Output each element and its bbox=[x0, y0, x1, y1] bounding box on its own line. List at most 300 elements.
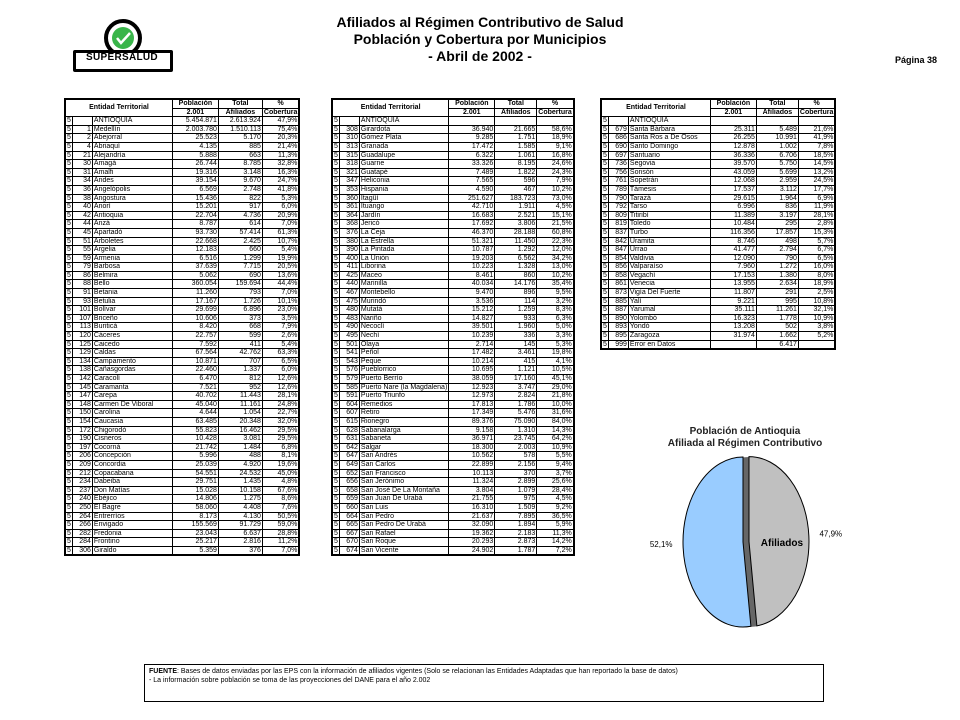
row-coverage: 3,3% bbox=[537, 332, 574, 341]
table-row bbox=[332, 289, 574, 298]
row-muni-code: 837 bbox=[608, 228, 628, 237]
row-affiliates: 599 bbox=[218, 332, 262, 341]
chart-subtitle: Afiliada al Régimen Contributivo bbox=[667, 438, 823, 449]
row-municipality: Yolombó bbox=[628, 314, 710, 323]
row-muni-code bbox=[608, 117, 628, 126]
row-population: 26.255 bbox=[710, 134, 756, 143]
row-affiliates: 836 bbox=[756, 203, 798, 212]
row-dept-code: 5 bbox=[334, 375, 338, 382]
row-dept-code: 5 bbox=[334, 417, 338, 425]
row-muni-code: 861 bbox=[608, 280, 628, 289]
table-row bbox=[332, 254, 574, 263]
row-population: 5.062 bbox=[172, 271, 218, 280]
row-coverage: 10,9% bbox=[537, 443, 574, 452]
row-muni-code: 585 bbox=[339, 383, 359, 392]
row-dept-code: 5 bbox=[67, 220, 71, 228]
row-dept-code: 5 bbox=[67, 160, 71, 168]
row-population bbox=[710, 340, 756, 349]
row-muni-code: 190 bbox=[72, 435, 92, 444]
row-municipality: Uramita bbox=[628, 237, 710, 246]
row-municipality: ANTIOQUIA bbox=[628, 117, 710, 126]
row-muni-code: 480 bbox=[339, 306, 359, 315]
row-coverage: 23,0% bbox=[262, 306, 299, 315]
row-muni-code: 670 bbox=[339, 538, 359, 547]
row-dept-code: 5 bbox=[603, 117, 607, 125]
row-muni-code: 576 bbox=[339, 366, 359, 375]
row-municipality: Sonsón bbox=[628, 168, 710, 177]
table-row bbox=[65, 289, 299, 298]
row-muni-code: 353 bbox=[339, 185, 359, 194]
row-municipality: Puerto Berrío bbox=[359, 375, 448, 384]
row-affiliates: 860 bbox=[495, 271, 537, 280]
row-affiliates: 6.417 bbox=[756, 340, 798, 349]
row-muni-code: 376 bbox=[339, 228, 359, 237]
row-coverage: 20,9% bbox=[262, 211, 299, 220]
header-pct: % bbox=[262, 99, 299, 108]
row-dept-code: 5 bbox=[67, 478, 71, 486]
row-affiliates: 1.054 bbox=[218, 409, 262, 418]
table-row bbox=[65, 134, 299, 143]
row-coverage: 41,8% bbox=[262, 185, 299, 194]
row-affiliates: 4.920 bbox=[218, 460, 262, 469]
row-coverage: 44,4% bbox=[262, 280, 299, 289]
row-municipality: Vegachí bbox=[628, 271, 710, 280]
row-affiliates: 91.729 bbox=[218, 521, 262, 530]
table-row bbox=[65, 460, 299, 469]
row-dept-code: 5 bbox=[334, 254, 338, 262]
row-affiliates: 5.750 bbox=[756, 160, 798, 169]
row-muni-code: 664 bbox=[339, 512, 359, 521]
row-coverage: 20,3% bbox=[262, 134, 299, 143]
row-coverage: 7,6% bbox=[262, 503, 299, 512]
chart-title: Población de Antioquia bbox=[689, 426, 801, 437]
row-affiliates: 467 bbox=[495, 185, 537, 194]
row-affiliates: 1.964 bbox=[756, 194, 798, 203]
row-dept-code: 5 bbox=[67, 177, 71, 185]
row-dept-code: 5 bbox=[67, 289, 71, 297]
row-affiliates: 1.259 bbox=[495, 306, 537, 315]
table-row bbox=[332, 340, 574, 349]
row-municipality: Peque bbox=[359, 357, 448, 366]
row-municipality: San Roque bbox=[359, 538, 448, 547]
row-muni-code: 315 bbox=[339, 151, 359, 160]
row-population: 10.223 bbox=[449, 263, 495, 272]
table-row bbox=[332, 168, 574, 177]
row-municipality: Envigado bbox=[92, 521, 172, 530]
row-muni-code: 858 bbox=[608, 271, 628, 280]
table-row bbox=[65, 125, 299, 134]
row-population: 15.212 bbox=[449, 306, 495, 315]
row-municipality: Toledo bbox=[628, 220, 710, 229]
row-municipality: Jericó bbox=[359, 220, 448, 229]
row-affiliates: 5.170 bbox=[218, 134, 262, 143]
row-coverage: 6,8% bbox=[262, 443, 299, 452]
row-population bbox=[449, 117, 495, 126]
row-muni-code: 690 bbox=[608, 142, 628, 151]
row-affiliates: 2.521 bbox=[495, 211, 537, 220]
row-population: 31.974 bbox=[710, 332, 756, 341]
row-municipality: Segovia bbox=[628, 160, 710, 169]
row-population: 26.744 bbox=[172, 160, 218, 169]
row-coverage: 2,8% bbox=[798, 220, 835, 229]
row-dept-code: 5 bbox=[67, 538, 71, 546]
row-muni-code: 686 bbox=[608, 134, 628, 143]
row-population: 8.787 bbox=[172, 220, 218, 229]
row-municipality: San Andrés bbox=[359, 452, 448, 461]
row-dept-code: 5 bbox=[334, 142, 338, 150]
row-affiliates: 614 bbox=[218, 220, 262, 229]
row-coverage: 32,0% bbox=[262, 417, 299, 426]
row-coverage: 73,0% bbox=[537, 194, 574, 203]
row-population: 22.899 bbox=[449, 460, 495, 469]
row-dept-code: 5 bbox=[334, 340, 338, 348]
row-population: 2.714 bbox=[449, 340, 495, 349]
row-affiliates: 3.197 bbox=[756, 211, 798, 220]
table-header-row bbox=[332, 99, 574, 108]
row-municipality: Liborina bbox=[359, 263, 448, 272]
row-dept-code: 5 bbox=[334, 323, 338, 331]
row-municipality: Fredonia bbox=[92, 529, 172, 538]
row-municipality: El Bagre bbox=[92, 503, 172, 512]
table-row bbox=[65, 263, 299, 272]
row-municipality: ANTIOQUIA bbox=[92, 117, 172, 126]
row-coverage: 9,2% bbox=[537, 503, 574, 512]
row-municipality: Yarumal bbox=[628, 306, 710, 315]
row-dept-code: 5 bbox=[67, 357, 71, 365]
row-population: 7.489 bbox=[449, 168, 495, 177]
header-afiliados: Afiliados bbox=[495, 108, 537, 117]
row-affiliates: 2.899 bbox=[495, 478, 537, 487]
row-affiliates: 1.484 bbox=[218, 443, 262, 452]
row-population: 8.461 bbox=[449, 271, 495, 280]
header-total: Total bbox=[495, 99, 537, 108]
row-municipality: Bolívar bbox=[92, 306, 172, 315]
row-coverage: 5,4% bbox=[262, 340, 299, 349]
row-municipality: Salgar bbox=[359, 443, 448, 452]
row-municipality: Buriticá bbox=[92, 323, 172, 332]
row-population: 41.477 bbox=[710, 246, 756, 255]
table-row bbox=[65, 546, 299, 555]
row-municipality: Cisneros bbox=[92, 435, 172, 444]
row-affiliates: 7.895 bbox=[495, 512, 537, 521]
row-affiliates: 411 bbox=[218, 340, 262, 349]
row-dept-code: 5 bbox=[334, 392, 338, 400]
row-muni-code: 321 bbox=[339, 168, 359, 177]
row-affiliates: 373 bbox=[218, 314, 262, 323]
row-muni-code: 125 bbox=[72, 340, 92, 349]
row-muni-code: 615 bbox=[339, 417, 359, 426]
row-coverage: 10,2% bbox=[537, 185, 574, 194]
table-row bbox=[332, 203, 574, 212]
row-dept-code: 5 bbox=[67, 546, 71, 554]
table-row bbox=[601, 237, 835, 246]
row-muni-code: 467 bbox=[339, 289, 359, 298]
row-municipality: Santo Domingo bbox=[628, 142, 710, 151]
row-municipality: Jardín bbox=[359, 211, 448, 220]
row-muni-code: 364 bbox=[339, 211, 359, 220]
row-muni-code: 55 bbox=[72, 246, 92, 255]
row-dept-code: 5 bbox=[334, 314, 338, 322]
row-affiliates: 11.161 bbox=[218, 400, 262, 409]
table-row bbox=[332, 237, 574, 246]
row-coverage: 3,5% bbox=[262, 314, 299, 323]
row-coverage: 10,5% bbox=[537, 366, 574, 375]
row-affiliates: 295 bbox=[756, 220, 798, 229]
row-municipality: Medellín bbox=[92, 125, 172, 134]
row-dept-code: 5 bbox=[603, 254, 607, 262]
row-affiliates: 1.275 bbox=[218, 495, 262, 504]
row-affiliates: 995 bbox=[756, 297, 798, 306]
row-muni-code: 79 bbox=[72, 263, 92, 272]
row-municipality: Alejandría bbox=[92, 151, 172, 160]
table-row bbox=[601, 228, 835, 237]
row-coverage: 10,1% bbox=[262, 297, 299, 306]
row-coverage: 28,1% bbox=[262, 392, 299, 401]
row-dept-code: 5 bbox=[67, 142, 71, 150]
table-row bbox=[65, 469, 299, 478]
table-row bbox=[332, 486, 574, 495]
table-row bbox=[65, 228, 299, 237]
table-row bbox=[332, 246, 574, 255]
row-dept-code: 5 bbox=[603, 151, 607, 159]
row-muni-code: 266 bbox=[72, 521, 92, 530]
row-coverage: 64,2% bbox=[537, 435, 574, 444]
table-row bbox=[332, 443, 574, 452]
row-coverage: 7,0% bbox=[262, 289, 299, 298]
row-population: 89.376 bbox=[449, 417, 495, 426]
row-population: 6.996 bbox=[710, 203, 756, 212]
row-dept-code: 5 bbox=[67, 469, 71, 477]
row-muni-code: 31 bbox=[72, 168, 92, 177]
row-coverage: 6,7% bbox=[798, 246, 835, 255]
row-coverage: 7,9% bbox=[537, 177, 574, 186]
row-dept-code: 5 bbox=[67, 151, 71, 159]
row-muni-code: 120 bbox=[72, 332, 92, 341]
row-coverage: 18,5% bbox=[798, 151, 835, 160]
row-coverage: 28,8% bbox=[262, 529, 299, 538]
row-population: 10.428 bbox=[172, 435, 218, 444]
row-population: 55.823 bbox=[172, 426, 218, 435]
row-population: 5.359 bbox=[172, 546, 218, 555]
row-muni-code: 792 bbox=[608, 203, 628, 212]
row-muni-code: 313 bbox=[339, 142, 359, 151]
table-row bbox=[332, 383, 574, 392]
row-coverage: 29,0% bbox=[537, 383, 574, 392]
row-muni-code: 206 bbox=[72, 452, 92, 461]
table-row bbox=[332, 375, 574, 384]
row-coverage: 8,0% bbox=[798, 271, 835, 280]
row-population: 36.336 bbox=[710, 151, 756, 160]
header-afiliados: Afiliados bbox=[218, 108, 262, 117]
row-muni-code: 34 bbox=[72, 177, 92, 186]
header-cobertura: Cobertura bbox=[799, 108, 834, 116]
table-row bbox=[65, 117, 299, 126]
row-population: 63.485 bbox=[172, 417, 218, 426]
row-population: 9.158 bbox=[449, 426, 495, 435]
row-muni-code: 368 bbox=[339, 220, 359, 229]
row-population: 12.923 bbox=[449, 383, 495, 392]
row-municipality: San Pedro De Urabá bbox=[359, 521, 448, 530]
table-row bbox=[332, 306, 574, 315]
table-row bbox=[65, 314, 299, 323]
row-dept-code: 5 bbox=[67, 443, 71, 451]
row-muni-code: 543 bbox=[339, 357, 359, 366]
row-affiliates: 16.462 bbox=[218, 426, 262, 435]
row-muni-code: 318 bbox=[339, 160, 359, 169]
row-affiliates: 8.785 bbox=[218, 160, 262, 169]
table-3-container bbox=[600, 98, 836, 350]
row-dept-code: 5 bbox=[67, 228, 71, 236]
page-number: Página 38 bbox=[895, 55, 938, 65]
header-cobertura: Cobertura bbox=[263, 108, 298, 116]
row-population: 17.537 bbox=[710, 185, 756, 194]
row-coverage: 10,7% bbox=[262, 237, 299, 246]
row-coverage: 3,8% bbox=[798, 323, 835, 332]
row-population: 9.221 bbox=[710, 297, 756, 306]
row-dept-code: 5 bbox=[67, 529, 71, 537]
row-muni-code: 873 bbox=[608, 289, 628, 298]
row-muni-code: 21 bbox=[72, 151, 92, 160]
row-dept-code: 5 bbox=[334, 160, 338, 168]
header-pct: % bbox=[537, 99, 574, 108]
row-coverage: 29,5% bbox=[262, 435, 299, 444]
row-dept-code: 5 bbox=[67, 452, 71, 460]
row-affiliates: 3.747 bbox=[495, 383, 537, 392]
row-coverage: 16,3% bbox=[262, 168, 299, 177]
row-population: 35.111 bbox=[710, 306, 756, 315]
row-affiliates: 114 bbox=[495, 297, 537, 306]
table-row bbox=[65, 529, 299, 538]
row-affiliates: 596 bbox=[495, 177, 537, 186]
row-muni-code: 887 bbox=[608, 306, 628, 315]
row-population: 58.060 bbox=[172, 503, 218, 512]
row-dept-code: 5 bbox=[334, 357, 338, 365]
row-population: 17.472 bbox=[449, 142, 495, 151]
row-population: 21.637 bbox=[449, 512, 495, 521]
row-muni-code: 172 bbox=[72, 426, 92, 435]
row-municipality: Maceo bbox=[359, 271, 448, 280]
row-dept-code: 5 bbox=[334, 151, 338, 159]
row-dept-code: 5 bbox=[67, 383, 71, 391]
row-coverage: 19,9% bbox=[262, 254, 299, 263]
row-dept-code: 5 bbox=[603, 289, 607, 297]
row-population: 12.068 bbox=[710, 177, 756, 186]
row-dept-code: 5 bbox=[334, 478, 338, 486]
table-row bbox=[332, 538, 574, 547]
row-municipality: Heliconia bbox=[359, 177, 448, 186]
row-dept-code: 5 bbox=[603, 203, 607, 211]
row-muni-code: 150 bbox=[72, 409, 92, 418]
row-muni-code: 93 bbox=[72, 297, 92, 306]
row-coverage: 18,9% bbox=[537, 134, 574, 143]
row-municipality: Anzá bbox=[92, 220, 172, 229]
row-affiliates: 42.762 bbox=[218, 349, 262, 358]
row-dept-code: 5 bbox=[334, 220, 338, 228]
footer-line-1 bbox=[149, 667, 819, 676]
table-row bbox=[332, 349, 574, 358]
table-row bbox=[601, 125, 835, 134]
row-coverage: 11,2% bbox=[262, 538, 299, 547]
row-affiliates: 1.585 bbox=[495, 142, 537, 151]
row-coverage: 22,7% bbox=[262, 409, 299, 418]
row-muni-code: 138 bbox=[72, 366, 92, 375]
row-coverage: 21,8% bbox=[537, 392, 574, 401]
row-muni-code: 134 bbox=[72, 357, 92, 366]
footer-label: FUENTE bbox=[149, 668, 177, 675]
row-population: 54.551 bbox=[172, 469, 218, 478]
table-row bbox=[65, 400, 299, 409]
row-population: 10.787 bbox=[449, 246, 495, 255]
row-affiliates: 4.130 bbox=[218, 512, 262, 521]
row-population: 11.324 bbox=[449, 478, 495, 487]
row-muni-code: 761 bbox=[608, 177, 628, 186]
row-affiliates: 1.328 bbox=[495, 263, 537, 272]
row-muni-code: 154 bbox=[72, 417, 92, 426]
row-dept-code: 5 bbox=[67, 271, 71, 279]
row-municipality: Antioquia bbox=[92, 211, 172, 220]
row-affiliates: 24.532 bbox=[218, 469, 262, 478]
row-muni-code: 674 bbox=[339, 546, 359, 555]
row-dept-code: 5 bbox=[334, 383, 338, 391]
row-muni-code: 893 bbox=[608, 323, 628, 332]
row-affiliates: 1.787 bbox=[495, 546, 537, 555]
row-coverage bbox=[798, 117, 835, 126]
row-population: 39.154 bbox=[172, 177, 218, 186]
row-population: 6.516 bbox=[172, 254, 218, 263]
table-row bbox=[332, 177, 574, 186]
row-coverage: 60,8% bbox=[537, 228, 574, 237]
table-row bbox=[332, 271, 574, 280]
row-population: 13.955 bbox=[710, 280, 756, 289]
row-population: 12.973 bbox=[449, 392, 495, 401]
header-entidad: Entidad Territorial bbox=[601, 99, 710, 117]
table-row bbox=[65, 151, 299, 160]
row-coverage: 28,1% bbox=[798, 211, 835, 220]
row-population: 17.167 bbox=[172, 297, 218, 306]
row-population: 3.804 bbox=[449, 486, 495, 495]
table-row bbox=[332, 512, 574, 521]
row-population: 251.627 bbox=[449, 194, 495, 203]
table-row bbox=[65, 237, 299, 246]
row-dept-code: 5 bbox=[67, 409, 71, 417]
header-entidad: Entidad Territorial bbox=[65, 99, 172, 117]
row-population: 21.755 bbox=[449, 495, 495, 504]
header-anio: 2.001 bbox=[710, 108, 756, 117]
report-subtitle: Población y Cobertura por Municipios bbox=[353, 31, 607, 47]
row-affiliates: 952 bbox=[218, 383, 262, 392]
row-dept-code: 5 bbox=[603, 228, 607, 236]
row-coverage bbox=[798, 340, 835, 349]
row-dept-code: 5 bbox=[67, 125, 71, 133]
row-muni-code: 475 bbox=[339, 297, 359, 306]
row-population: 46.370 bbox=[449, 228, 495, 237]
row-dept-code: 5 bbox=[334, 486, 338, 494]
row-dept-code: 5 bbox=[603, 160, 607, 168]
row-municipality: La Unión bbox=[359, 254, 448, 263]
row-coverage: 5,3% bbox=[262, 194, 299, 203]
row-muni-code: 2 bbox=[72, 134, 92, 143]
supersalud-logo bbox=[68, 18, 178, 74]
table-row bbox=[601, 306, 835, 315]
row-population: 15.201 bbox=[172, 203, 218, 212]
row-dept-code: 5 bbox=[334, 246, 338, 254]
table-row bbox=[601, 177, 835, 186]
row-coverage: 5,7% bbox=[798, 237, 835, 246]
row-municipality: Ebéjico bbox=[92, 495, 172, 504]
row-dept-code: 5 bbox=[67, 280, 71, 288]
table-row bbox=[332, 228, 574, 237]
table-row bbox=[332, 409, 574, 418]
